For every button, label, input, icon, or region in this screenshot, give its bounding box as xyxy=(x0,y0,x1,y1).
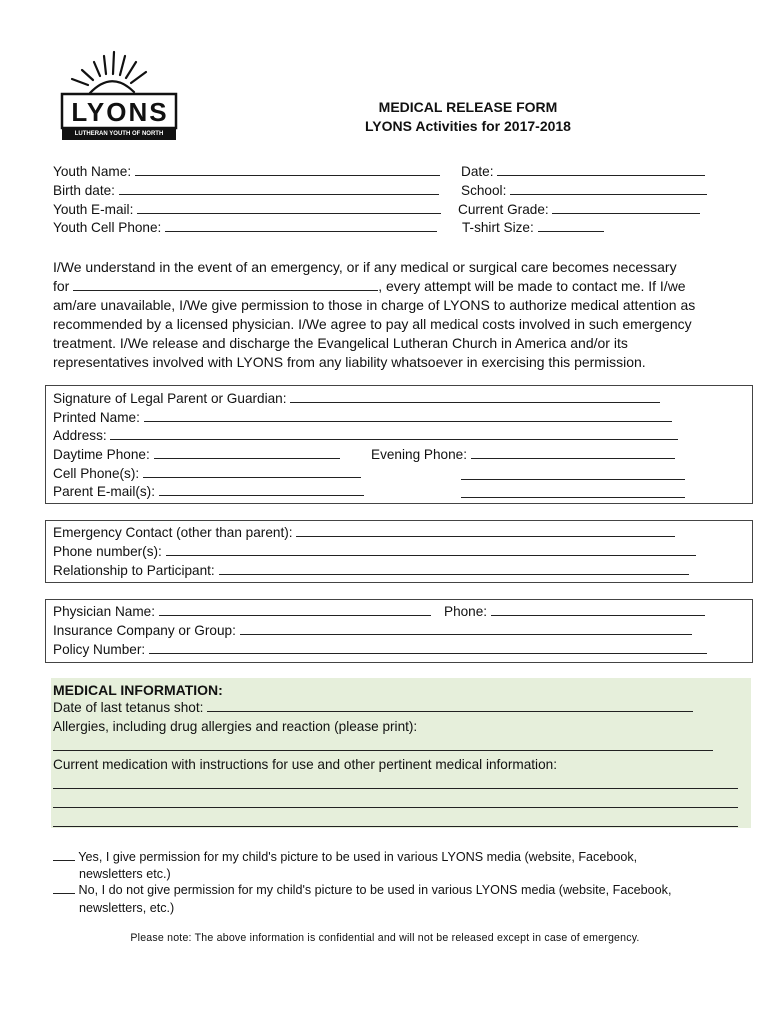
photo-no-checkbox[interactable] xyxy=(53,882,75,894)
policy-field[interactable] xyxy=(149,641,707,654)
tetanus-field[interactable] xyxy=(207,699,693,712)
lyons-logo xyxy=(52,48,182,149)
confidentiality-note: Please note: The above information is confidential and will not be released except in case of emergency. xyxy=(130,932,640,944)
parent-email-row xyxy=(53,483,364,501)
logo-wordmark: LYONS xyxy=(71,97,169,127)
consent-line: I/We understand in the event of an emergency, or if any medical or surgical care becomes necessary xyxy=(53,259,677,275)
daytime-phone-field[interactable] xyxy=(154,446,340,459)
birth-date-row xyxy=(53,182,439,200)
youth-cell-label: Youth Cell Phone: xyxy=(53,220,162,235)
physician-name-label: Physician Name: xyxy=(53,604,155,619)
youth-name-field[interactable] xyxy=(135,163,440,176)
allergies-label: Allergies, including drug allergies and reaction (please print): xyxy=(53,719,418,734)
youth-email-row xyxy=(53,201,441,219)
physician-name-field[interactable] xyxy=(159,603,431,616)
grade-label: Current Grade: xyxy=(458,202,549,217)
medication-field-2[interactable] xyxy=(53,795,738,808)
logo-tagline: LUTHERAN YOUTH OF NORTH SEATTLE xyxy=(74,131,164,149)
tetanus-row xyxy=(53,699,693,717)
youth-name-consent-field[interactable] xyxy=(73,278,378,291)
emergency-contact-row xyxy=(53,524,675,542)
youth-name-label: Youth Name: xyxy=(53,164,132,179)
cell-phone-row xyxy=(53,465,361,483)
photo-yes-label-cont: newsletters etc.) xyxy=(79,867,171,881)
emergency-phone-row xyxy=(53,543,696,561)
tshirt-row xyxy=(462,219,604,237)
photo-no-label-cont: newsletters, etc.) xyxy=(79,901,175,915)
allergies-field[interactable] xyxy=(53,738,713,751)
date-field[interactable] xyxy=(497,163,705,176)
consent-line: representatives involved with LYONS from any liability whatsoever in exercising this permission. xyxy=(53,354,646,370)
policy-label: Policy Number: xyxy=(53,642,146,657)
signature-row xyxy=(53,390,660,408)
photo-no-label: No, I do not give permission for my child's picture to be used in various LYONS media (website, Facebook, xyxy=(78,883,672,897)
form-title: MEDICAL RELEASE FORM xyxy=(378,99,558,115)
tshirt-label: T-shirt Size: xyxy=(462,220,534,235)
consent-text: , every attempt will be made to contact me. If I/we xyxy=(378,278,686,294)
medication-field-3[interactable] xyxy=(53,814,738,827)
relationship-field[interactable] xyxy=(219,562,689,575)
emergency-phone-label: Phone number(s): xyxy=(53,544,162,559)
address-field[interactable] xyxy=(110,427,678,440)
evening-phone-label: Evening Phone: xyxy=(371,447,467,462)
medical-info-heading: MEDICAL INFORMATION: xyxy=(53,682,223,698)
tetanus-label: Date of last tetanus shot: xyxy=(53,700,204,715)
parent-email-label: Parent E-mail(s): xyxy=(53,484,155,499)
school-row xyxy=(461,182,707,200)
consent-line: recommended by a licensed physician. I/We agree to pay all medical costs involved in such emergency xyxy=(53,316,692,332)
youth-cell-field[interactable] xyxy=(165,219,437,232)
youth-email-field[interactable] xyxy=(137,201,441,214)
insurance-field[interactable] xyxy=(240,622,692,635)
photo-yes-row xyxy=(53,848,637,866)
birth-date-field[interactable] xyxy=(119,182,439,195)
grade-field[interactable] xyxy=(552,201,700,214)
emergency-phone-field[interactable] xyxy=(166,543,696,556)
consent-paragraph xyxy=(53,258,753,372)
printed-name-field[interactable] xyxy=(144,409,672,422)
youth-cell-row xyxy=(53,219,437,237)
consent-line: am/are unavailable, I/We give permission to those in charge of LYONS to authorize medical attention as xyxy=(53,297,696,313)
physician-phone-label: Phone: xyxy=(444,604,488,619)
school-label: School: xyxy=(461,183,507,198)
parent-email-field-1[interactable] xyxy=(159,483,364,496)
policy-row xyxy=(53,641,707,659)
photo-no-row xyxy=(53,881,671,899)
emergency-contact-label: Emergency Contact (other than parent): xyxy=(53,525,293,540)
cell-phone-label: Cell Phone(s): xyxy=(53,466,140,481)
signature-field[interactable] xyxy=(290,390,660,403)
signature-label: Signature of Legal Parent or Guardian: xyxy=(53,391,287,406)
date-label: Date: xyxy=(461,164,494,179)
date-row xyxy=(461,163,705,181)
tshirt-field[interactable] xyxy=(538,219,604,232)
birth-date-label: Birth date: xyxy=(53,183,115,198)
evening-phone-row xyxy=(371,446,675,464)
evening-phone-field[interactable] xyxy=(471,446,675,459)
cell-phone-field-1[interactable] xyxy=(143,465,361,478)
printed-name-row xyxy=(53,409,672,427)
school-field[interactable] xyxy=(510,182,707,195)
medication-label: Current medication with instructions for use and other pertinent medical information: xyxy=(53,757,557,772)
insurance-label: Insurance Company or Group: xyxy=(53,623,236,638)
physician-phone-row xyxy=(444,603,705,621)
grade-row xyxy=(458,201,700,219)
emergency-contact-field[interactable] xyxy=(296,524,675,537)
printed-name-label: Printed Name: xyxy=(53,410,140,425)
photo-yes-label: Yes, I give permission for my child's picture to be used in various LYONS media (website, Facebook, xyxy=(78,850,638,864)
consent-line xyxy=(53,277,753,296)
insurance-row xyxy=(53,622,692,640)
youth-email-label: Youth E-mail: xyxy=(53,202,134,217)
consent-for-label: for xyxy=(53,278,70,294)
medication-field-1[interactable] xyxy=(53,776,738,789)
physician-name-row xyxy=(53,603,431,621)
youth-name-row xyxy=(53,163,440,181)
relationship-row xyxy=(53,562,689,580)
physician-phone-field[interactable] xyxy=(491,603,705,616)
address-label: Address: xyxy=(53,428,107,443)
form-subtitle: LYONS Activities for 2017-2018 xyxy=(365,118,571,134)
consent-line: treatment. I/We release and discharge the Evangelical Lutheran Church in America and/or its xyxy=(53,335,628,351)
relationship-label: Relationship to Participant: xyxy=(53,563,215,578)
daytime-phone-row xyxy=(53,446,340,464)
address-row xyxy=(53,427,678,445)
parent-email-field-2[interactable] xyxy=(461,485,685,498)
photo-yes-checkbox[interactable] xyxy=(53,849,75,861)
daytime-phone-label: Daytime Phone: xyxy=(53,447,150,462)
cell-phone-field-2[interactable] xyxy=(461,467,685,480)
